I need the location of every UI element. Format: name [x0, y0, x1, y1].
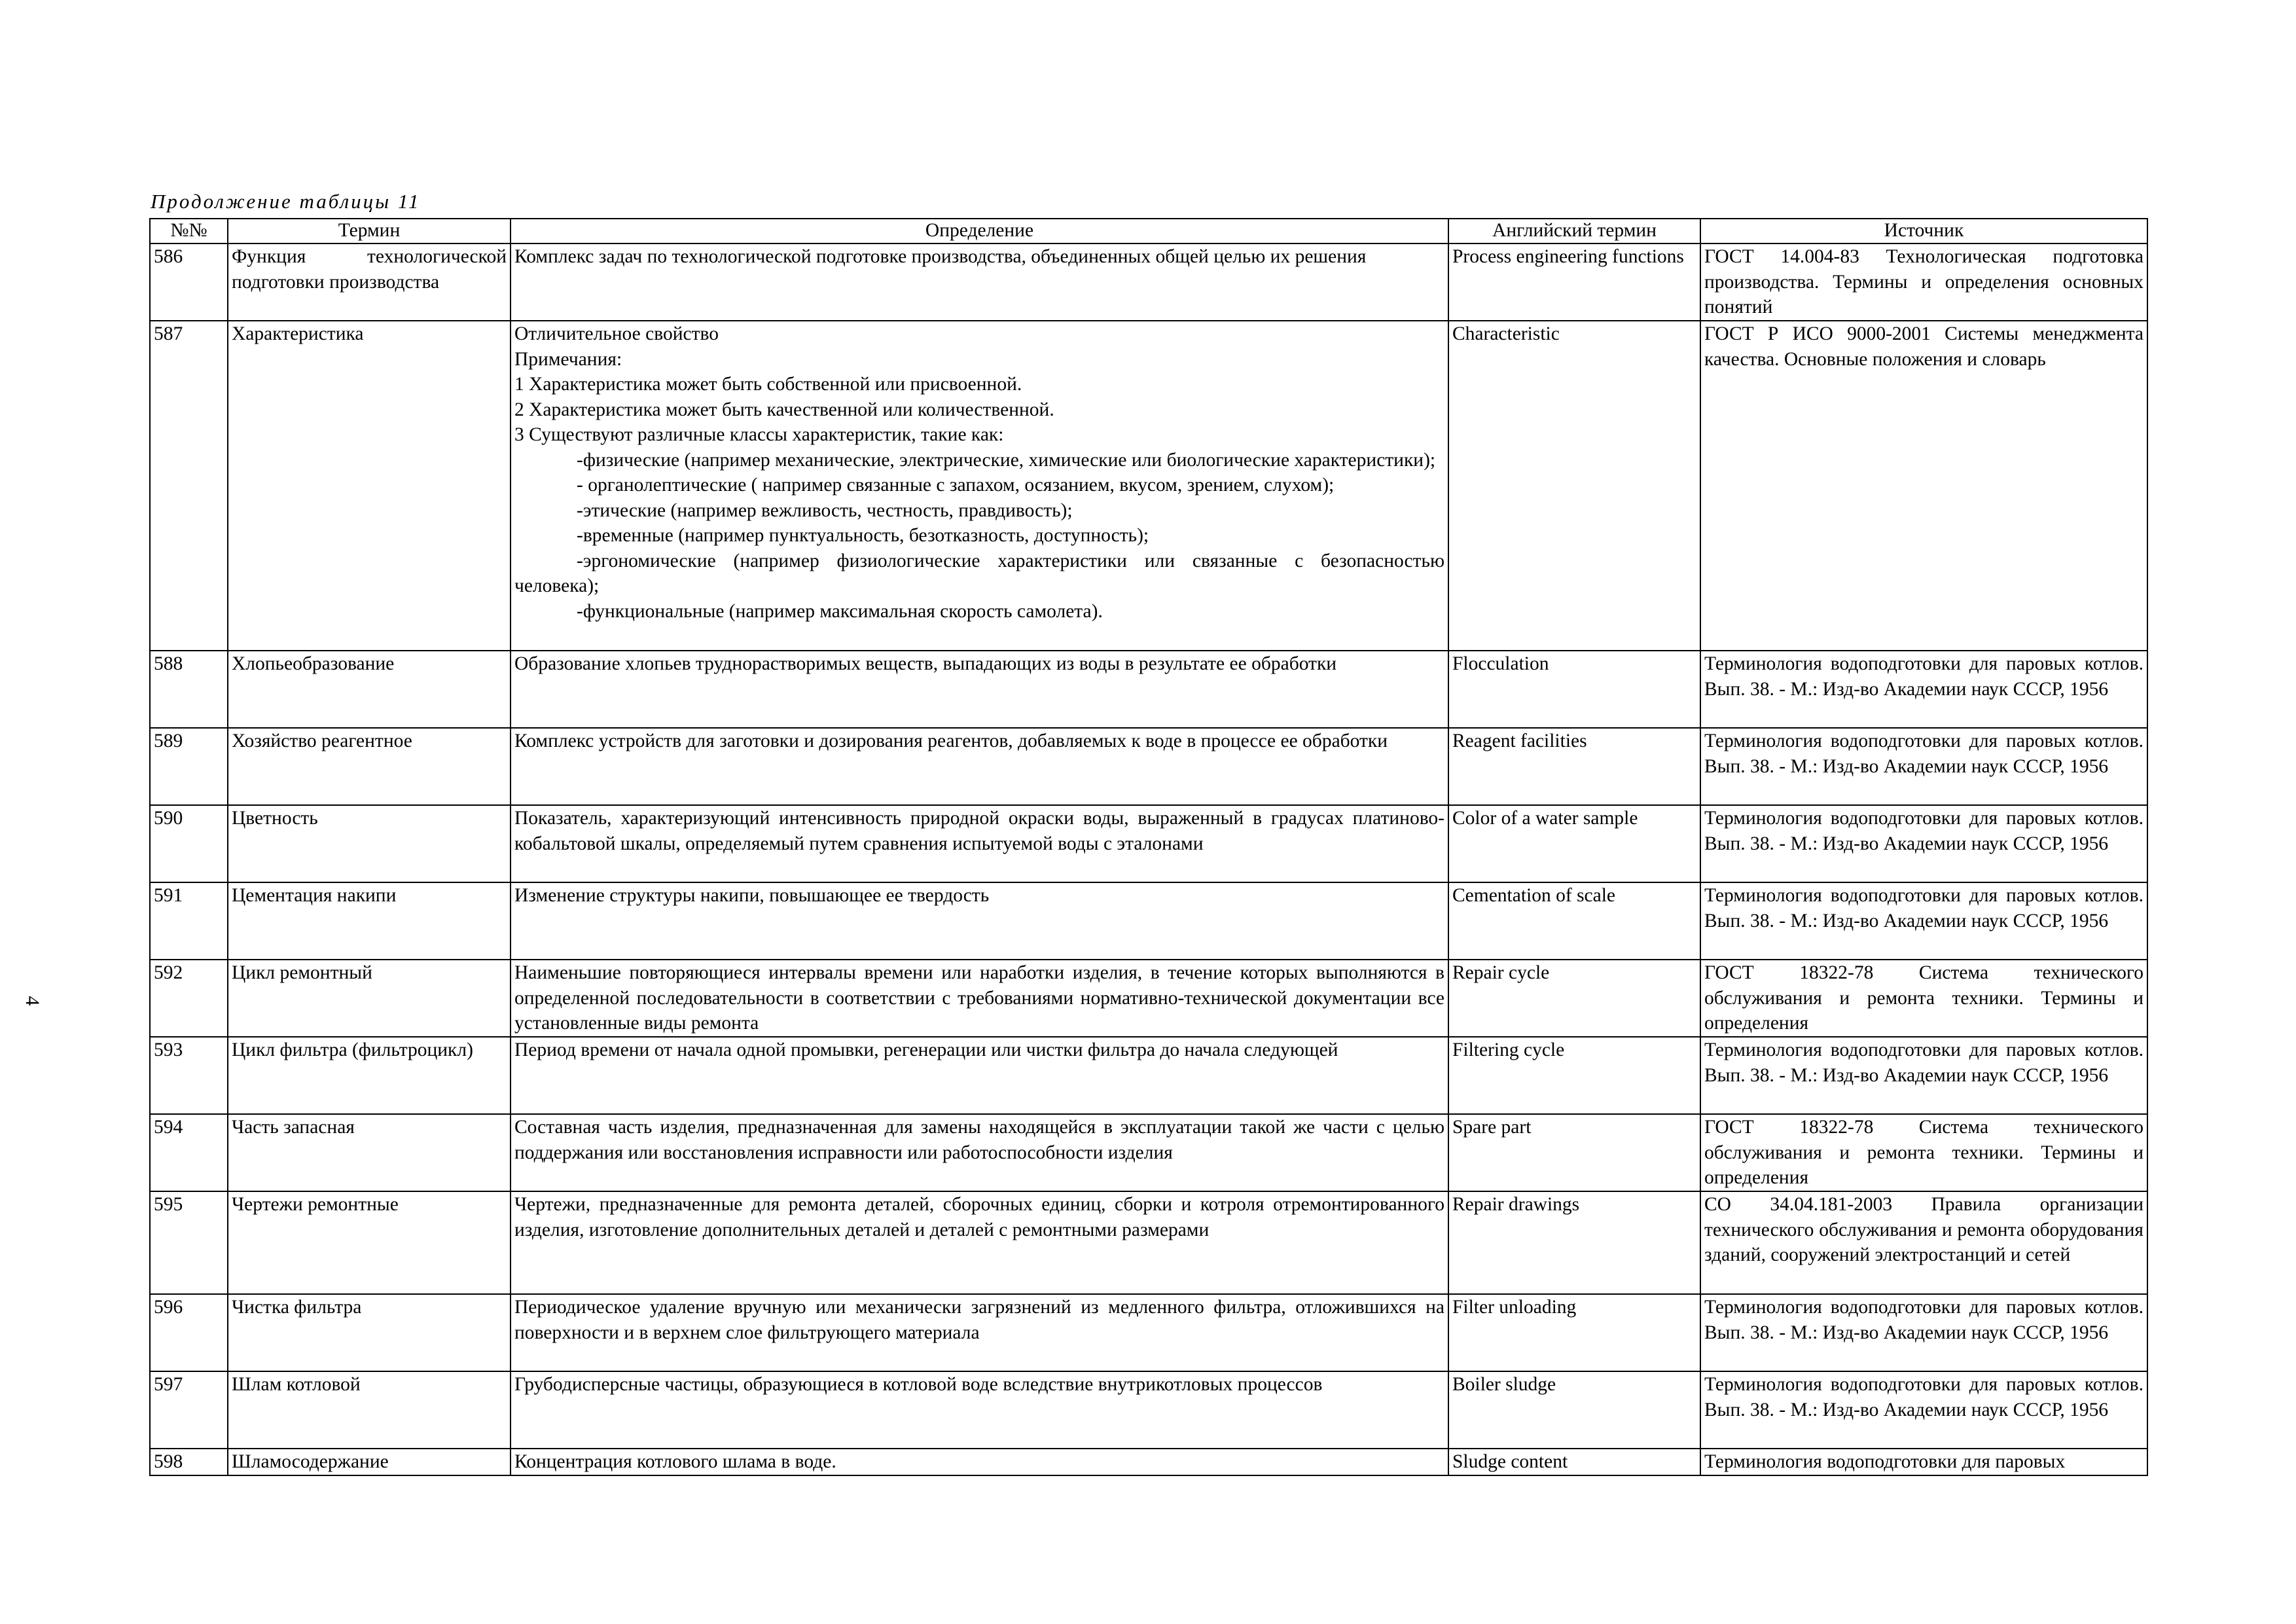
row-term: Шлам котловой: [228, 1371, 511, 1449]
definition-line: 2 Характеристика может быть качественной или количественной.: [514, 399, 1054, 420]
row-english-term: Color of a water sample: [1448, 805, 1700, 882]
row-term: Хозяйство реагентное: [228, 728, 511, 805]
row-english-term: Boiler sludge: [1448, 1371, 1700, 1449]
row-definition: Периодическое удаление вручную или механически загрязнений из медленного фильтра, отложившихся на поверхности и в верхнем слое фильтрующего материала: [511, 1294, 1448, 1371]
table-row: [150, 882, 2147, 960]
row-term: Цикл ремонтный: [228, 960, 511, 1037]
row-number: 595: [150, 1191, 228, 1294]
row-source-text: Терминология водоподготовки для паровых: [1704, 1451, 2066, 1472]
row-definition: Комплекс задач по технологической подготовке производства, объединенных общей целью их решения: [511, 244, 1448, 321]
row-term: Часть запасная: [228, 1114, 511, 1191]
table-header-row: [150, 219, 2147, 244]
row-source: Терминология водоподготовки для паровых котлов. Вып. 38. - М.: Изд-во Академии наук СССР, 1956: [1700, 1371, 2147, 1449]
row-term: Шламосодержание: [228, 1449, 511, 1475]
table-row: [150, 651, 2147, 728]
column-header-english: Английский термин: [1448, 219, 1700, 244]
row-term: Функция технологической подготовки производства: [228, 244, 511, 321]
table-caption: Продолжение таблицы 11: [151, 190, 421, 213]
row-english-term: Spare part: [1448, 1114, 1700, 1191]
row-number: 588: [150, 651, 228, 728]
row-definition: Наименьшие повторяющиеся интервалы времени или наработки изделия, в течение которых выполняются в определенной последовательности в соответствии с требованиями нормативно-технической документации все установленные виды ремонта: [511, 960, 1448, 1037]
row-english-term: Reagent facilities: [1448, 728, 1700, 805]
row-number: 586: [150, 244, 228, 321]
row-english-term: Process engineering functions: [1448, 244, 1700, 321]
row-english-term: Repair drawings: [1448, 1191, 1700, 1294]
row-definition: Комплекс устройств для заготовки и дозирования реагентов, добавляемых к воде в процессе ее обработки: [511, 728, 1448, 805]
definition-line: Отличительное свойство: [514, 323, 719, 344]
row-number: 592: [150, 960, 228, 1037]
definition-line: -эргономические (например физиологические характеристики или связанные с безопасностью человека);: [514, 550, 1444, 596]
row-source: Терминология водоподготовки для паровых котлов. Вып. 38. - М.: Изд-во Академии наук СССР, 1956: [1700, 728, 2147, 805]
table-row: [150, 960, 2147, 1037]
table-row: [150, 1037, 2147, 1114]
row-term: Хлопьеобразование: [228, 651, 511, 728]
row-number: 594: [150, 1114, 228, 1191]
row-source: ГОСТ 18322-78 Система технического обслуживания и ремонта техники. Термины и определения: [1700, 1114, 2147, 1191]
definition-line: 1 Характеристика может быть собственной или присвоенной.: [514, 374, 1022, 395]
row-number: 598: [150, 1449, 228, 1475]
row-definition: Период времени от начала одной промывки, регенерации или чистки фильтра до начала следующей: [511, 1037, 1448, 1114]
row-definition: Образование хлопьев труднорастворимых веществ, выпадающих из воды в результате ее обработки: [511, 651, 1448, 728]
row-definition: Показатель, характеризующий интенсивность природной окраски воды, выраженный в градусах платиново-кобальтовой шкалы, определяемый путем сравнения испытуемой воды с эталонами: [511, 805, 1448, 882]
row-source: Терминология водоподготовки для паровых котлов. Вып. 38. - М.: Изд-во Академии наук СССР, 1956: [1700, 1037, 2147, 1114]
definition-line: 3 Существуют различные классы характеристик, такие как:: [514, 424, 1004, 445]
table-row: [150, 1114, 2147, 1191]
row-source: ГОСТ 14.004-83 Технологическая подготовка производства. Термины и определения основных понятий: [1700, 244, 2147, 321]
table-row: [150, 321, 2147, 651]
row-number: 591: [150, 882, 228, 960]
terms-table: [149, 218, 2148, 1476]
row-definition: Концентрация котлового шлама в воде.: [511, 1449, 1448, 1475]
column-header-number: №№: [150, 219, 228, 244]
row-number: 589: [150, 728, 228, 805]
row-term: Цикл фильтра (фильтроцикл): [228, 1037, 511, 1114]
row-number: 596: [150, 1294, 228, 1371]
row-number: 593: [150, 1037, 228, 1114]
definition-line: -физические (например механические, электрические, химические или биологические характеристики);: [577, 449, 1436, 471]
row-number: 587: [150, 321, 228, 651]
table-row: [150, 805, 2147, 882]
row-definition: [511, 321, 1448, 651]
row-definition: Изменение структуры накипи, повышающее ее твердость: [511, 882, 1448, 960]
definition-line: - органолептические ( например связанные с запахом, осязанием, вкусом, зрением, слухом);: [577, 475, 1335, 496]
row-term: Характеристика: [228, 321, 511, 651]
row-english-term: Characteristic: [1448, 321, 1700, 651]
definition-line: Примечания:: [514, 348, 622, 370]
row-term: Цементация накипи: [228, 882, 511, 960]
row-source: Терминология водоподготовки для паровых котлов. Вып. 38. - М.: Изд-во Академии наук СССР, 1956: [1700, 1294, 2147, 1371]
definition-line: -этические (например вежливость, честность, правдивость);: [577, 499, 1073, 521]
row-english-term: Repair cycle: [1448, 960, 1700, 1037]
table-row: [150, 1449, 2147, 1475]
table-row: [150, 1191, 2147, 1294]
row-source: [1700, 1449, 2147, 1475]
row-source: СО 34.04.181-2003 Правила организации технического обслуживания и ремонта оборудования зданий, сооружений электростанций и сетей: [1700, 1191, 2147, 1294]
row-source: Терминология водоподготовки для паровых котлов. Вып. 38. - М.: Изд-во Академии наук СССР, 1956: [1700, 651, 2147, 728]
row-source: ГОСТ 18322-78 Система технического обслуживания и ремонта техники. Термины и определения: [1700, 960, 2147, 1037]
row-source: Терминология водоподготовки для паровых котлов. Вып. 38. - М.: Изд-во Академии наук СССР, 1956: [1700, 805, 2147, 882]
row-definition: Чертежи, предназначенные для ремонта деталей, сборочных единиц, сборки и котроля отремонтированного изделия, изготовление дополнительных деталей и деталей с ремонтными размерами: [511, 1191, 1448, 1294]
row-english-term: Cementation of scale: [1448, 882, 1700, 960]
row-english-term: Flocculation: [1448, 651, 1700, 728]
row-number: 590: [150, 805, 228, 882]
row-definition: Составная часть изделия, предназначенная для замены находящейся в эксплуатации такой же части с целью поддержания или восстановления исправности или работоспособности изделия: [511, 1114, 1448, 1191]
column-header-source: Источник: [1700, 219, 2147, 244]
row-term: Чертежи ремонтные: [228, 1191, 511, 1294]
row-term: Цветность: [228, 805, 511, 882]
row-english-term: Filter unloading: [1448, 1294, 1700, 1371]
row-number: 597: [150, 1371, 228, 1449]
table-row: [150, 1294, 2147, 1371]
table-row: [150, 244, 2147, 321]
column-header-definition: Определение: [511, 219, 1448, 244]
page-number: 4: [22, 996, 43, 1006]
row-source: Терминология водоподготовки для паровых котлов. Вып. 38. - М.: Изд-во Академии наук СССР, 1956: [1700, 882, 2147, 960]
table-row: [150, 728, 2147, 805]
column-header-term: Термин: [228, 219, 511, 244]
row-english-term: Filtering cycle: [1448, 1037, 1700, 1114]
definition-line: -функциональные (например максимальная скорость самолета).: [577, 600, 1103, 622]
row-term: Чистка фильтра: [228, 1294, 511, 1371]
table-row: [150, 1371, 2147, 1449]
row-english-term: Sludge content: [1448, 1449, 1700, 1475]
definition-line: -временные (например пунктуальность, безотказность, доступность);: [577, 525, 1149, 546]
row-source: ГОСТ Р ИСО 9000-2001 Системы менеджмента качества. Основные положения и словарь: [1700, 321, 2147, 651]
row-definition: Грубодисперсные частицы, образующиеся в котловой воде вследствие внутрикотловых процессов: [511, 1371, 1448, 1449]
